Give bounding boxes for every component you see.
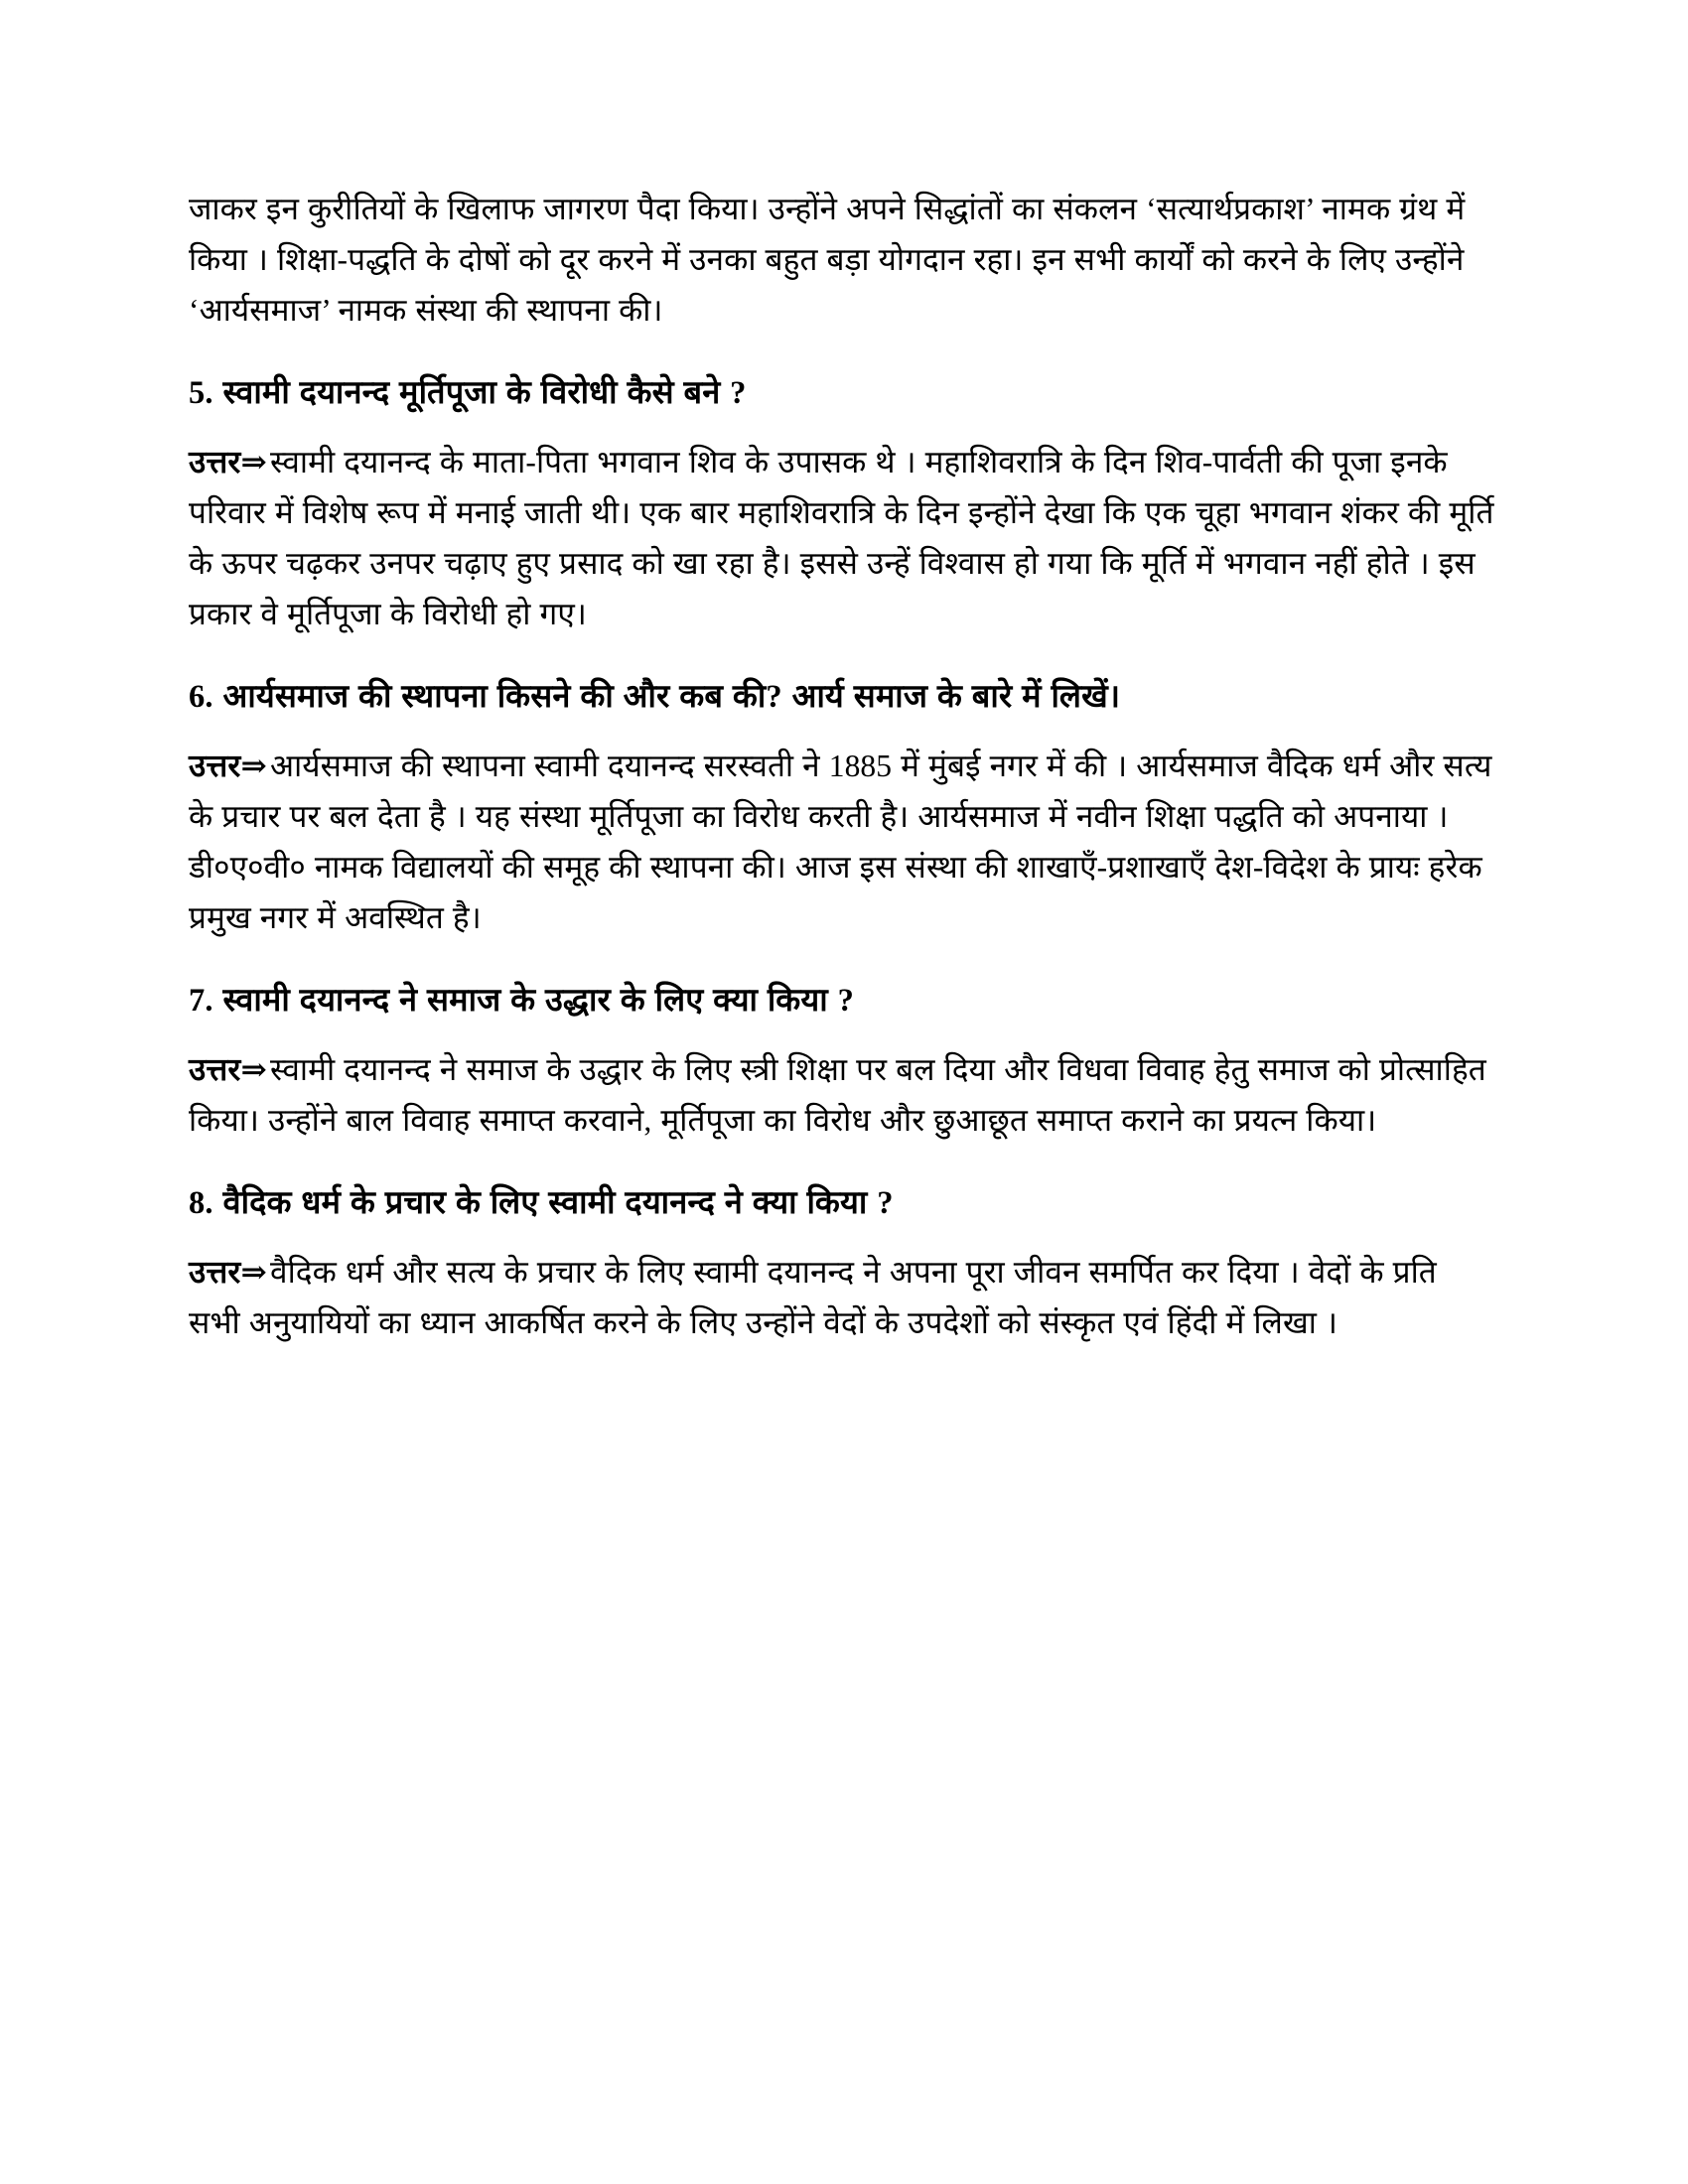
answer-arrow-icon-6: ⇒ bbox=[240, 749, 268, 783]
answer-paragraph-5 bbox=[189, 437, 1494, 639]
intro-paragraph: जाकर इन कुरीतियों के खिलाफ जागरण पैदा किया। उन्होंने अपने सिद्धांतों का संकलन ‘सत्यार्थप्रकाश’ नामक ग्रंथ में किया । शिक्षा-पद्धति के दोषों को दूर करने में उनका बहुत बड़ा योगदान रहा। इन सभी कार्यों को करने के लिए उन्होंने ‘आर्यसमाज’ नामक संस्था की स्थापना की। bbox=[189, 192, 1466, 328]
answer-label-8: उत्तर bbox=[189, 1255, 241, 1290]
answer-arrow-icon-7: ⇒ bbox=[240, 1052, 268, 1087]
page-content bbox=[189, 184, 1494, 1348]
question-heading-8: 8. वैदिक धर्म के प्रचार के लिए स्वामी दयानन्द ने क्या किया ? bbox=[189, 1185, 894, 1221]
answer-arrow-icon-5: ⇒ bbox=[240, 445, 268, 479]
answer-label-6: उत्तर bbox=[189, 749, 241, 783]
answer-label-7: उत्तर bbox=[189, 1052, 241, 1087]
answer-paragraph-6 bbox=[189, 741, 1494, 943]
question-heading-7: 7. स्वामी दयानन्द ने समाज के उद्धार के लिए क्या किया ? bbox=[189, 983, 855, 1019]
question-heading-5: 5. स्वामी दयानन्द मूर्तिपूजा के विरोधी कैसे बने ? bbox=[189, 375, 747, 411]
answer-text-5: स्वामी दयानन्द के माता-पिता भगवान शिव के उपासक थे । महाशिवरात्रि के दिन शिव-पार्वती की पूजा इनके परिवार में विशेष रूप में मनाई जाती थी। एक बार महाशिवरात्रि के दिन इन्होंने देखा कि एक चूहा भगवान शंकर की मूर्ति के ऊपर चढ़कर उनपर चढ़ाए हुए प्रसाद को खा रहा है। इससे उन्हें विश्वास हो गया कि मूर्ति में भगवान नहीं होते । इस प्रकार वे मूर्तिपूजा के विरोधी हो गए। bbox=[189, 445, 1494, 631]
answer-text-8: वैदिक धर्म और सत्य के प्रचार के लिए स्वामी दयानन्द ने अपना पूरा जीवन समर्पित कर दिया । वेदों के प्रति सभी अनुयायियों का ध्यान आकर्षित करने के लिए उन्होंने वेदों के उपदेशों को संस्कृत एवं हिंदी में लिखा । bbox=[189, 1255, 1437, 1340]
question-heading-6: 6. आर्यसमाज की स्थापना किसने की और कब की? आर्य समाज के बारे में लिखें। bbox=[189, 679, 1121, 715]
answer-text-7: स्वामी दयानन्द ने समाज के उद्धार के लिए स्त्री शिक्षा पर बल दिया और विधवा विवाह हेतु समाज को प्रोत्साहित किया। उन्होंने बाल विवाह समाप्त करवाने, मूर्तिपूजा का विरोध और छुआछूत समाप्त कराने का प्रयत्न किया। bbox=[189, 1052, 1486, 1138]
answer-arrow-icon-8: ⇒ bbox=[240, 1255, 268, 1290]
answer-text-6: आर्यसमाज की स्थापना स्वामी दयानन्द सरस्वती ने 1885 में मुंबई नगर में की । आर्यसमाज वैदिक धर्म और सत्य के प्रचार पर बल देता है । यह संस्था मूर्तिपूजा का विरोध करती है। आर्यसमाज में नवीन शिक्षा पद्धति को अपनाया । डी०ए०वी० नामक विद्यालयों की समूह की स्थापना की। आज इस संस्था की शाखाएँ-प्रशाखाएँ देश-विदेश के प्रायः हरेक प्रमुख नगर में अवस्थित है। bbox=[189, 749, 1492, 935]
answer-paragraph-8 bbox=[189, 1247, 1494, 1348]
answer-paragraph-7 bbox=[189, 1044, 1494, 1146]
answer-label-5: उत्तर bbox=[189, 445, 241, 479]
